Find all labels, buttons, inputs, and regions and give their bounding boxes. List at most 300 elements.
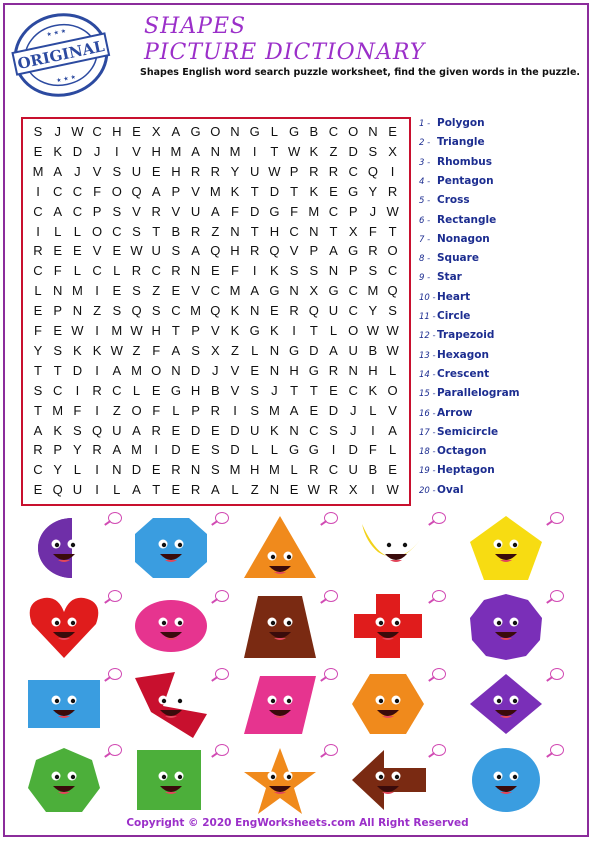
puzzle-letter[interactable]: I xyxy=(390,163,395,179)
puzzle-letter[interactable]: A xyxy=(132,482,141,498)
puzzle-letter[interactable]: Z xyxy=(211,223,220,239)
puzzle-letter[interactable]: D xyxy=(171,442,181,458)
puzzle-letter[interactable]: O xyxy=(210,124,221,139)
puzzle-letter[interactable]: A xyxy=(171,342,181,358)
puzzle-letter[interactable]: X xyxy=(309,283,319,299)
puzzle-letter[interactable]: T xyxy=(34,402,42,418)
puzzle-letter[interactable]: L xyxy=(132,382,141,398)
puzzle-letter[interactable]: A xyxy=(132,422,141,438)
puzzle-letter[interactable]: B xyxy=(309,124,319,139)
puzzle-letter[interactable]: D xyxy=(230,422,240,438)
puzzle-letter[interactable]: X xyxy=(210,342,220,358)
puzzle-letter[interactable]: K xyxy=(92,342,102,358)
puzzle-letter[interactable]: S xyxy=(210,462,220,478)
puzzle-letter[interactable]: O xyxy=(151,362,162,378)
puzzle-letter[interactable]: N xyxy=(190,462,201,478)
puzzle-letter[interactable]: U xyxy=(151,243,161,259)
puzzle-letter[interactable]: I xyxy=(95,323,99,338)
puzzle-letter[interactable]: Z xyxy=(132,342,141,358)
puzzle-letter[interactable]: M xyxy=(190,303,202,319)
puzzle-letter[interactable]: F xyxy=(93,183,102,199)
puzzle-letter[interactable]: Q xyxy=(308,303,319,319)
puzzle-letter[interactable]: W xyxy=(386,342,399,358)
puzzle-letter[interactable]: I xyxy=(331,442,336,458)
puzzle-letter[interactable]: D xyxy=(249,203,260,219)
puzzle-letter[interactable]: I xyxy=(75,382,80,398)
puzzle-letter[interactable]: D xyxy=(230,442,240,458)
puzzle-letter[interactable]: D xyxy=(131,462,142,478)
puzzle-letter[interactable]: E xyxy=(250,362,260,378)
puzzle-letter[interactable]: C xyxy=(72,183,83,199)
puzzle-letter[interactable]: M xyxy=(229,462,241,478)
puzzle-letter[interactable]: I xyxy=(252,143,257,159)
puzzle-letter[interactable]: Q xyxy=(210,243,221,259)
puzzle-letter[interactable]: F xyxy=(73,402,82,418)
puzzle-letter[interactable]: H xyxy=(112,124,122,139)
puzzle-letter[interactable]: M xyxy=(32,163,44,179)
puzzle-letter[interactable]: Y xyxy=(33,342,43,358)
puzzle-letter[interactable]: L xyxy=(73,263,81,279)
puzzle-letter[interactable]: M xyxy=(209,183,221,199)
puzzle-letter[interactable]: T xyxy=(290,183,299,199)
puzzle-letter[interactable]: C xyxy=(210,283,220,299)
puzzle-letter[interactable]: T xyxy=(329,223,338,239)
puzzle-letter[interactable]: R xyxy=(131,263,142,279)
puzzle-letter[interactable]: P xyxy=(191,323,200,338)
puzzle-letter[interactable]: T xyxy=(171,323,180,338)
puzzle-letter[interactable]: W xyxy=(130,243,143,259)
puzzle-letter[interactable]: F xyxy=(34,323,42,338)
puzzle-letter[interactable]: U xyxy=(348,462,358,478)
puzzle-letter[interactable]: S xyxy=(132,223,141,239)
puzzle-letter[interactable]: S xyxy=(112,163,122,179)
puzzle-letter[interactable]: V xyxy=(92,163,102,179)
puzzle-letter[interactable]: U xyxy=(348,342,358,358)
puzzle-letter[interactable]: H xyxy=(249,462,260,478)
puzzle-letter[interactable]: U xyxy=(131,163,142,179)
puzzle-letter[interactable]: I xyxy=(371,482,375,498)
puzzle-letter[interactable]: E xyxy=(73,243,82,259)
puzzle-letter[interactable]: G xyxy=(170,382,181,398)
puzzle-letter[interactable]: C xyxy=(387,263,398,279)
puzzle-letter[interactable]: K xyxy=(73,342,82,358)
puzzle-letter[interactable]: M xyxy=(52,402,64,418)
puzzle-letter[interactable]: L xyxy=(113,263,121,279)
puzzle-letter[interactable]: L xyxy=(251,342,259,358)
puzzle-letter[interactable]: G xyxy=(289,342,300,358)
puzzle-letter[interactable]: W xyxy=(268,163,281,179)
puzzle-letter[interactable]: L xyxy=(270,442,278,458)
puzzle-letter[interactable]: R xyxy=(151,203,161,219)
puzzle-letter[interactable]: V xyxy=(171,203,181,219)
puzzle-letter[interactable]: F xyxy=(53,263,62,279)
puzzle-letter[interactable]: T xyxy=(270,143,279,159)
puzzle-letter[interactable]: T xyxy=(388,223,397,239)
puzzle-letter[interactable]: U xyxy=(249,422,260,438)
puzzle-letter[interactable]: L xyxy=(369,402,377,418)
puzzle-letter[interactable]: V xyxy=(230,382,240,398)
puzzle-letter[interactable]: B xyxy=(368,342,378,358)
puzzle-letter[interactable]: T xyxy=(34,362,42,378)
puzzle-letter[interactable]: E xyxy=(309,402,319,418)
puzzle-letter[interactable]: R xyxy=(190,482,201,498)
puzzle-letter[interactable]: E xyxy=(329,382,338,398)
puzzle-letter[interactable]: A xyxy=(33,422,43,438)
puzzle-letter[interactable]: A xyxy=(210,203,220,219)
puzzle-letter[interactable]: C xyxy=(328,124,339,139)
puzzle-letter[interactable]: C xyxy=(112,223,122,239)
puzzle-letter[interactable]: H xyxy=(289,362,299,378)
puzzle-letter[interactable]: I xyxy=(36,223,40,239)
puzzle-letter[interactable]: G xyxy=(190,124,201,139)
puzzle-letter[interactable]: A xyxy=(388,422,397,438)
puzzle-letter[interactable]: S xyxy=(250,382,260,398)
puzzle-letter[interactable]: S xyxy=(112,203,122,219)
puzzle-letter[interactable]: C xyxy=(289,223,299,239)
puzzle-letter[interactable]: E xyxy=(289,482,299,498)
puzzle-letter[interactable]: L xyxy=(73,223,81,239)
puzzle-letter[interactable]: A xyxy=(329,243,338,259)
puzzle-letter[interactable]: L xyxy=(172,402,180,418)
puzzle-letter[interactable]: M xyxy=(229,283,241,299)
puzzle-letter[interactable]: K xyxy=(270,422,279,438)
puzzle-letter[interactable]: S xyxy=(53,342,63,358)
puzzle-letter[interactable]: P xyxy=(92,203,102,219)
puzzle-letter[interactable]: T xyxy=(250,223,259,239)
puzzle-letter[interactable]: E xyxy=(112,283,122,299)
puzzle-letter[interactable]: N xyxy=(368,124,378,139)
puzzle-letter[interactable]: Z xyxy=(93,303,102,319)
puzzle-letter[interactable]: J xyxy=(271,382,278,398)
puzzle-letter[interactable]: P xyxy=(53,442,63,458)
puzzle-letter[interactable]: Z xyxy=(112,402,121,418)
puzzle-letter[interactable]: C xyxy=(328,462,339,478)
puzzle-letter[interactable]: A xyxy=(53,203,63,219)
puzzle-letter[interactable]: B xyxy=(171,223,181,239)
puzzle-letter[interactable]: E xyxy=(210,263,220,279)
puzzle-letter[interactable]: W xyxy=(366,323,380,338)
puzzle-letter[interactable]: I xyxy=(233,402,237,418)
puzzle-letter[interactable]: U xyxy=(328,303,339,319)
puzzle-letter[interactable]: V xyxy=(191,283,200,299)
puzzle-letter[interactable]: L xyxy=(329,323,338,338)
puzzle-letter[interactable]: S xyxy=(388,303,397,319)
puzzle-letter[interactable]: C xyxy=(348,283,358,299)
puzzle-letter[interactable]: R xyxy=(190,223,201,239)
puzzle-letter[interactable]: E xyxy=(151,163,161,179)
puzzle-letter[interactable]: C xyxy=(348,163,358,179)
puzzle-letter[interactable]: F xyxy=(290,203,299,219)
puzzle-letter[interactable]: S xyxy=(73,422,82,438)
puzzle-letter[interactable]: N xyxy=(309,223,319,239)
puzzle-letter[interactable]: O xyxy=(387,382,398,398)
puzzle-letter[interactable]: N xyxy=(289,422,299,438)
puzzle-letter[interactable]: P xyxy=(191,402,200,418)
puzzle-letter[interactable]: K xyxy=(230,303,240,319)
puzzle-letter[interactable]: N xyxy=(328,263,339,279)
puzzle-letter[interactable]: N xyxy=(112,462,122,478)
puzzle-letter[interactable]: S xyxy=(33,382,43,398)
puzzle-letter[interactable]: N xyxy=(269,362,280,378)
puzzle-letter[interactable]: K xyxy=(230,183,240,199)
puzzle-letter[interactable]: A xyxy=(210,482,220,498)
puzzle-letter[interactable]: C xyxy=(112,382,122,398)
puzzle-letter[interactable]: T xyxy=(53,362,62,378)
puzzle-letter[interactable]: V xyxy=(210,323,220,338)
puzzle-letter[interactable]: A xyxy=(171,124,181,139)
puzzle-letter[interactable]: W xyxy=(110,342,123,358)
puzzle-letter[interactable]: J xyxy=(93,143,101,159)
puzzle-letter[interactable]: K xyxy=(53,143,63,159)
puzzle-letter[interactable]: K xyxy=(270,263,279,279)
puzzle-letter[interactable]: V xyxy=(92,243,102,259)
puzzle-letter[interactable]: V xyxy=(132,143,141,159)
puzzle-letter[interactable]: H xyxy=(269,223,280,239)
puzzle-letter[interactable]: K xyxy=(309,143,319,159)
puzzle-letter[interactable]: H xyxy=(151,323,161,338)
puzzle-letter[interactable]: T xyxy=(250,183,259,199)
puzzle-letter[interactable]: P xyxy=(171,183,181,199)
puzzle-letter[interactable]: O xyxy=(348,323,359,338)
puzzle-letter[interactable]: U xyxy=(190,203,201,219)
puzzle-letter[interactable]: R xyxy=(210,163,220,179)
puzzle-letter[interactable]: N xyxy=(230,223,240,239)
puzzle-letter[interactable]: R xyxy=(190,163,201,179)
puzzle-letter[interactable]: I xyxy=(95,402,99,418)
puzzle-letter[interactable]: H xyxy=(368,362,378,378)
puzzle-letter[interactable]: D xyxy=(72,143,83,159)
puzzle-letter[interactable]: L xyxy=(73,462,81,478)
puzzle-letter[interactable]: I xyxy=(292,323,296,338)
puzzle-letter[interactable]: M xyxy=(268,402,280,418)
puzzle-letter[interactable]: E xyxy=(33,482,43,498)
puzzle-letter[interactable]: E xyxy=(191,442,200,458)
puzzle-letter[interactable]: N xyxy=(249,303,260,319)
puzzle-letter[interactable]: O xyxy=(131,402,142,418)
puzzle-letter[interactable]: W xyxy=(71,124,84,139)
puzzle-letter[interactable]: O xyxy=(111,183,122,199)
puzzle-letter[interactable]: C xyxy=(348,382,358,398)
puzzle-letter[interactable]: S xyxy=(368,263,378,279)
puzzle-letter[interactable]: G xyxy=(308,362,319,378)
puzzle-letter[interactable]: C xyxy=(52,183,63,199)
puzzle-letter[interactable]: K xyxy=(368,382,378,398)
puzzle-letter[interactable]: R xyxy=(151,422,161,438)
puzzle-letter[interactable]: W xyxy=(130,323,143,338)
puzzle-letter[interactable]: L xyxy=(54,223,62,239)
puzzle-letter[interactable]: T xyxy=(309,323,318,338)
puzzle-letter[interactable]: X xyxy=(348,223,358,239)
puzzle-letter[interactable]: E xyxy=(53,243,63,259)
puzzle-letter[interactable]: I xyxy=(114,143,119,159)
puzzle-letter[interactable]: Q xyxy=(52,482,63,498)
puzzle-letter[interactable]: G xyxy=(249,323,260,338)
puzzle-letter[interactable]: Q xyxy=(131,303,142,319)
puzzle-letter[interactable]: E xyxy=(329,183,338,199)
puzzle-letter[interactable]: S xyxy=(289,263,299,279)
puzzle-letter[interactable]: Z xyxy=(329,143,338,159)
puzzle-letter[interactable]: G xyxy=(348,243,359,259)
puzzle-letter[interactable]: R xyxy=(289,303,299,319)
puzzle-letter[interactable]: C xyxy=(92,124,102,139)
puzzle-letter[interactable]: Z xyxy=(250,482,259,498)
puzzle-letter[interactable]: U xyxy=(112,422,122,438)
puzzle-letter[interactable]: E xyxy=(132,124,141,139)
puzzle-letter[interactable]: W xyxy=(386,203,399,219)
puzzle-letter[interactable]: I xyxy=(95,283,99,299)
puzzle-letter[interactable]: P xyxy=(309,243,319,259)
puzzle-letter[interactable]: R xyxy=(387,183,398,199)
puzzle-letter[interactable]: G xyxy=(269,283,280,299)
puzzle-letter[interactable]: A xyxy=(151,183,161,199)
puzzle-letter[interactable]: N xyxy=(269,482,280,498)
puzzle-letter[interactable]: R xyxy=(328,362,339,378)
puzzle-letter[interactable]: E xyxy=(171,482,181,498)
puzzle-letter[interactable]: U xyxy=(249,163,260,179)
puzzle-letter[interactable]: C xyxy=(309,422,319,438)
puzzle-letter[interactable]: G xyxy=(269,203,280,219)
puzzle-letter[interactable]: R xyxy=(171,263,181,279)
puzzle-letter[interactable]: D xyxy=(72,362,83,378)
puzzle-letter[interactable]: C xyxy=(171,303,181,319)
puzzle-letter[interactable]: N xyxy=(348,362,358,378)
puzzle-letter[interactable]: S xyxy=(250,402,260,418)
puzzle-letter[interactable]: D xyxy=(190,362,201,378)
puzzle-letter[interactable]: I xyxy=(252,263,257,279)
puzzle-letter[interactable]: N xyxy=(289,283,299,299)
puzzle-letter[interactable]: E xyxy=(388,462,397,478)
puzzle-letter[interactable]: X xyxy=(348,482,358,498)
puzzle-letter[interactable]: J xyxy=(212,362,219,378)
puzzle-letter[interactable]: S xyxy=(309,263,319,279)
puzzle-letter[interactable]: G xyxy=(308,442,319,458)
puzzle-letter[interactable]: S xyxy=(191,342,200,358)
puzzle-letter[interactable]: G xyxy=(328,283,339,299)
puzzle-letter[interactable]: S xyxy=(112,303,122,319)
puzzle-letter[interactable]: C xyxy=(151,263,161,279)
puzzle-letter[interactable]: L xyxy=(388,442,397,458)
puzzle-letter[interactable]: Q xyxy=(367,163,378,179)
puzzle-letter[interactable]: L xyxy=(231,482,239,498)
puzzle-letter[interactable]: P xyxy=(53,303,63,319)
puzzle-letter[interactable]: H xyxy=(151,143,161,159)
puzzle-letter[interactable]: C xyxy=(328,203,339,219)
puzzle-letter[interactable]: Y xyxy=(368,303,378,319)
puzzle-letter[interactable]: A xyxy=(112,442,122,458)
puzzle-letter[interactable]: N xyxy=(269,342,280,358)
puzzle-letter[interactable]: E xyxy=(33,303,43,319)
puzzle-letter[interactable]: C xyxy=(33,263,43,279)
puzzle-letter[interactable]: S xyxy=(151,303,161,319)
puzzle-letter[interactable]: S xyxy=(329,422,338,438)
puzzle-letter[interactable]: B xyxy=(368,462,378,478)
puzzle-letter[interactable]: W xyxy=(287,143,301,159)
puzzle-letter[interactable]: A xyxy=(250,283,260,299)
puzzle-letter[interactable]: N xyxy=(171,362,181,378)
puzzle-letter[interactable]: L xyxy=(251,442,259,458)
puzzle-letter[interactable]: F xyxy=(152,342,161,358)
puzzle-letter[interactable]: A xyxy=(53,163,63,179)
puzzle-letter[interactable]: K xyxy=(270,323,279,338)
puzzle-letter[interactable]: W xyxy=(307,482,320,498)
puzzle-letter[interactable]: M xyxy=(229,143,241,159)
puzzle-letter[interactable]: M xyxy=(111,323,123,338)
puzzle-letter[interactable]: A xyxy=(191,143,200,159)
puzzle-letter[interactable]: D xyxy=(269,183,280,199)
puzzle-letter[interactable]: M xyxy=(71,283,83,299)
puzzle-letter[interactable]: S xyxy=(368,143,378,159)
puzzle-letter[interactable]: E xyxy=(171,283,181,299)
puzzle-letter[interactable]: V xyxy=(388,402,397,418)
puzzle-letter[interactable]: R xyxy=(249,243,260,259)
puzzle-letter[interactable]: E xyxy=(388,124,397,139)
puzzle-letter[interactable]: C xyxy=(72,203,83,219)
puzzle-letter[interactable]: K xyxy=(53,422,63,438)
puzzle-letter[interactable]: T xyxy=(152,223,161,239)
puzzle-letter[interactable]: J xyxy=(349,402,357,418)
puzzle-letter[interactable]: S xyxy=(171,243,181,259)
puzzle-letter[interactable]: R xyxy=(328,482,339,498)
puzzle-letter[interactable]: H xyxy=(190,382,201,398)
puzzle-letter[interactable]: R xyxy=(92,442,102,458)
puzzle-letter[interactable]: L xyxy=(290,462,298,478)
puzzle-letter[interactable]: J xyxy=(369,203,377,219)
puzzle-letter[interactable]: W xyxy=(386,482,399,498)
puzzle-letter[interactable]: Z xyxy=(231,342,239,358)
puzzle-letter[interactable]: F xyxy=(231,203,239,219)
puzzle-letter[interactable]: K xyxy=(309,183,319,199)
puzzle-letter[interactable]: O xyxy=(387,243,398,259)
puzzle-letter[interactable]: O xyxy=(348,124,359,139)
puzzle-letter[interactable]: E xyxy=(53,323,63,338)
puzzle-letter[interactable]: Y xyxy=(73,442,82,458)
puzzle-letter[interactable]: E xyxy=(210,422,220,438)
puzzle-letter[interactable]: R xyxy=(309,462,319,478)
puzzle-letter[interactable]: M xyxy=(308,203,320,219)
puzzle-letter[interactable]: C xyxy=(52,382,63,398)
puzzle-letter[interactable]: I xyxy=(95,462,99,478)
puzzle-letter[interactable]: S xyxy=(210,442,220,458)
puzzle-letter[interactable]: Y xyxy=(53,462,63,478)
puzzle-letter[interactable]: E xyxy=(112,243,122,259)
puzzle-letter[interactable]: L xyxy=(34,283,42,299)
puzzle-letter[interactable]: I xyxy=(371,422,375,438)
puzzle-letter[interactable]: B xyxy=(210,382,220,398)
puzzle-letter[interactable]: Q xyxy=(387,283,398,299)
puzzle-letter[interactable]: J xyxy=(349,422,357,438)
puzzle-letter[interactable]: V xyxy=(191,183,200,199)
puzzle-letter[interactable]: Y xyxy=(230,163,240,179)
puzzle-letter[interactable]: R xyxy=(210,402,220,418)
puzzle-letter[interactable]: L xyxy=(270,124,278,139)
puzzle-letter[interactable]: P xyxy=(348,263,358,279)
puzzle-letter[interactable]: P xyxy=(289,163,299,179)
puzzle-letter[interactable]: Y xyxy=(368,183,378,199)
puzzle-letter[interactable]: R xyxy=(328,163,339,179)
puzzle-letter[interactable]: R xyxy=(368,243,378,259)
puzzle-letter[interactable]: S xyxy=(132,283,141,299)
puzzle-letter[interactable]: E xyxy=(151,462,161,478)
puzzle-letter[interactable]: C xyxy=(33,203,43,219)
puzzle-letter[interactable]: D xyxy=(190,422,201,438)
puzzle-letter[interactable]: V xyxy=(132,203,141,219)
puzzle-letter[interactable]: K xyxy=(230,323,240,338)
puzzle-letter[interactable]: E xyxy=(151,382,161,398)
puzzle-letter[interactable]: I xyxy=(95,482,99,498)
puzzle-letter[interactable]: N xyxy=(230,124,240,139)
puzzle-letter[interactable]: N xyxy=(52,283,63,299)
puzzle-letter[interactable]: F xyxy=(231,263,239,279)
